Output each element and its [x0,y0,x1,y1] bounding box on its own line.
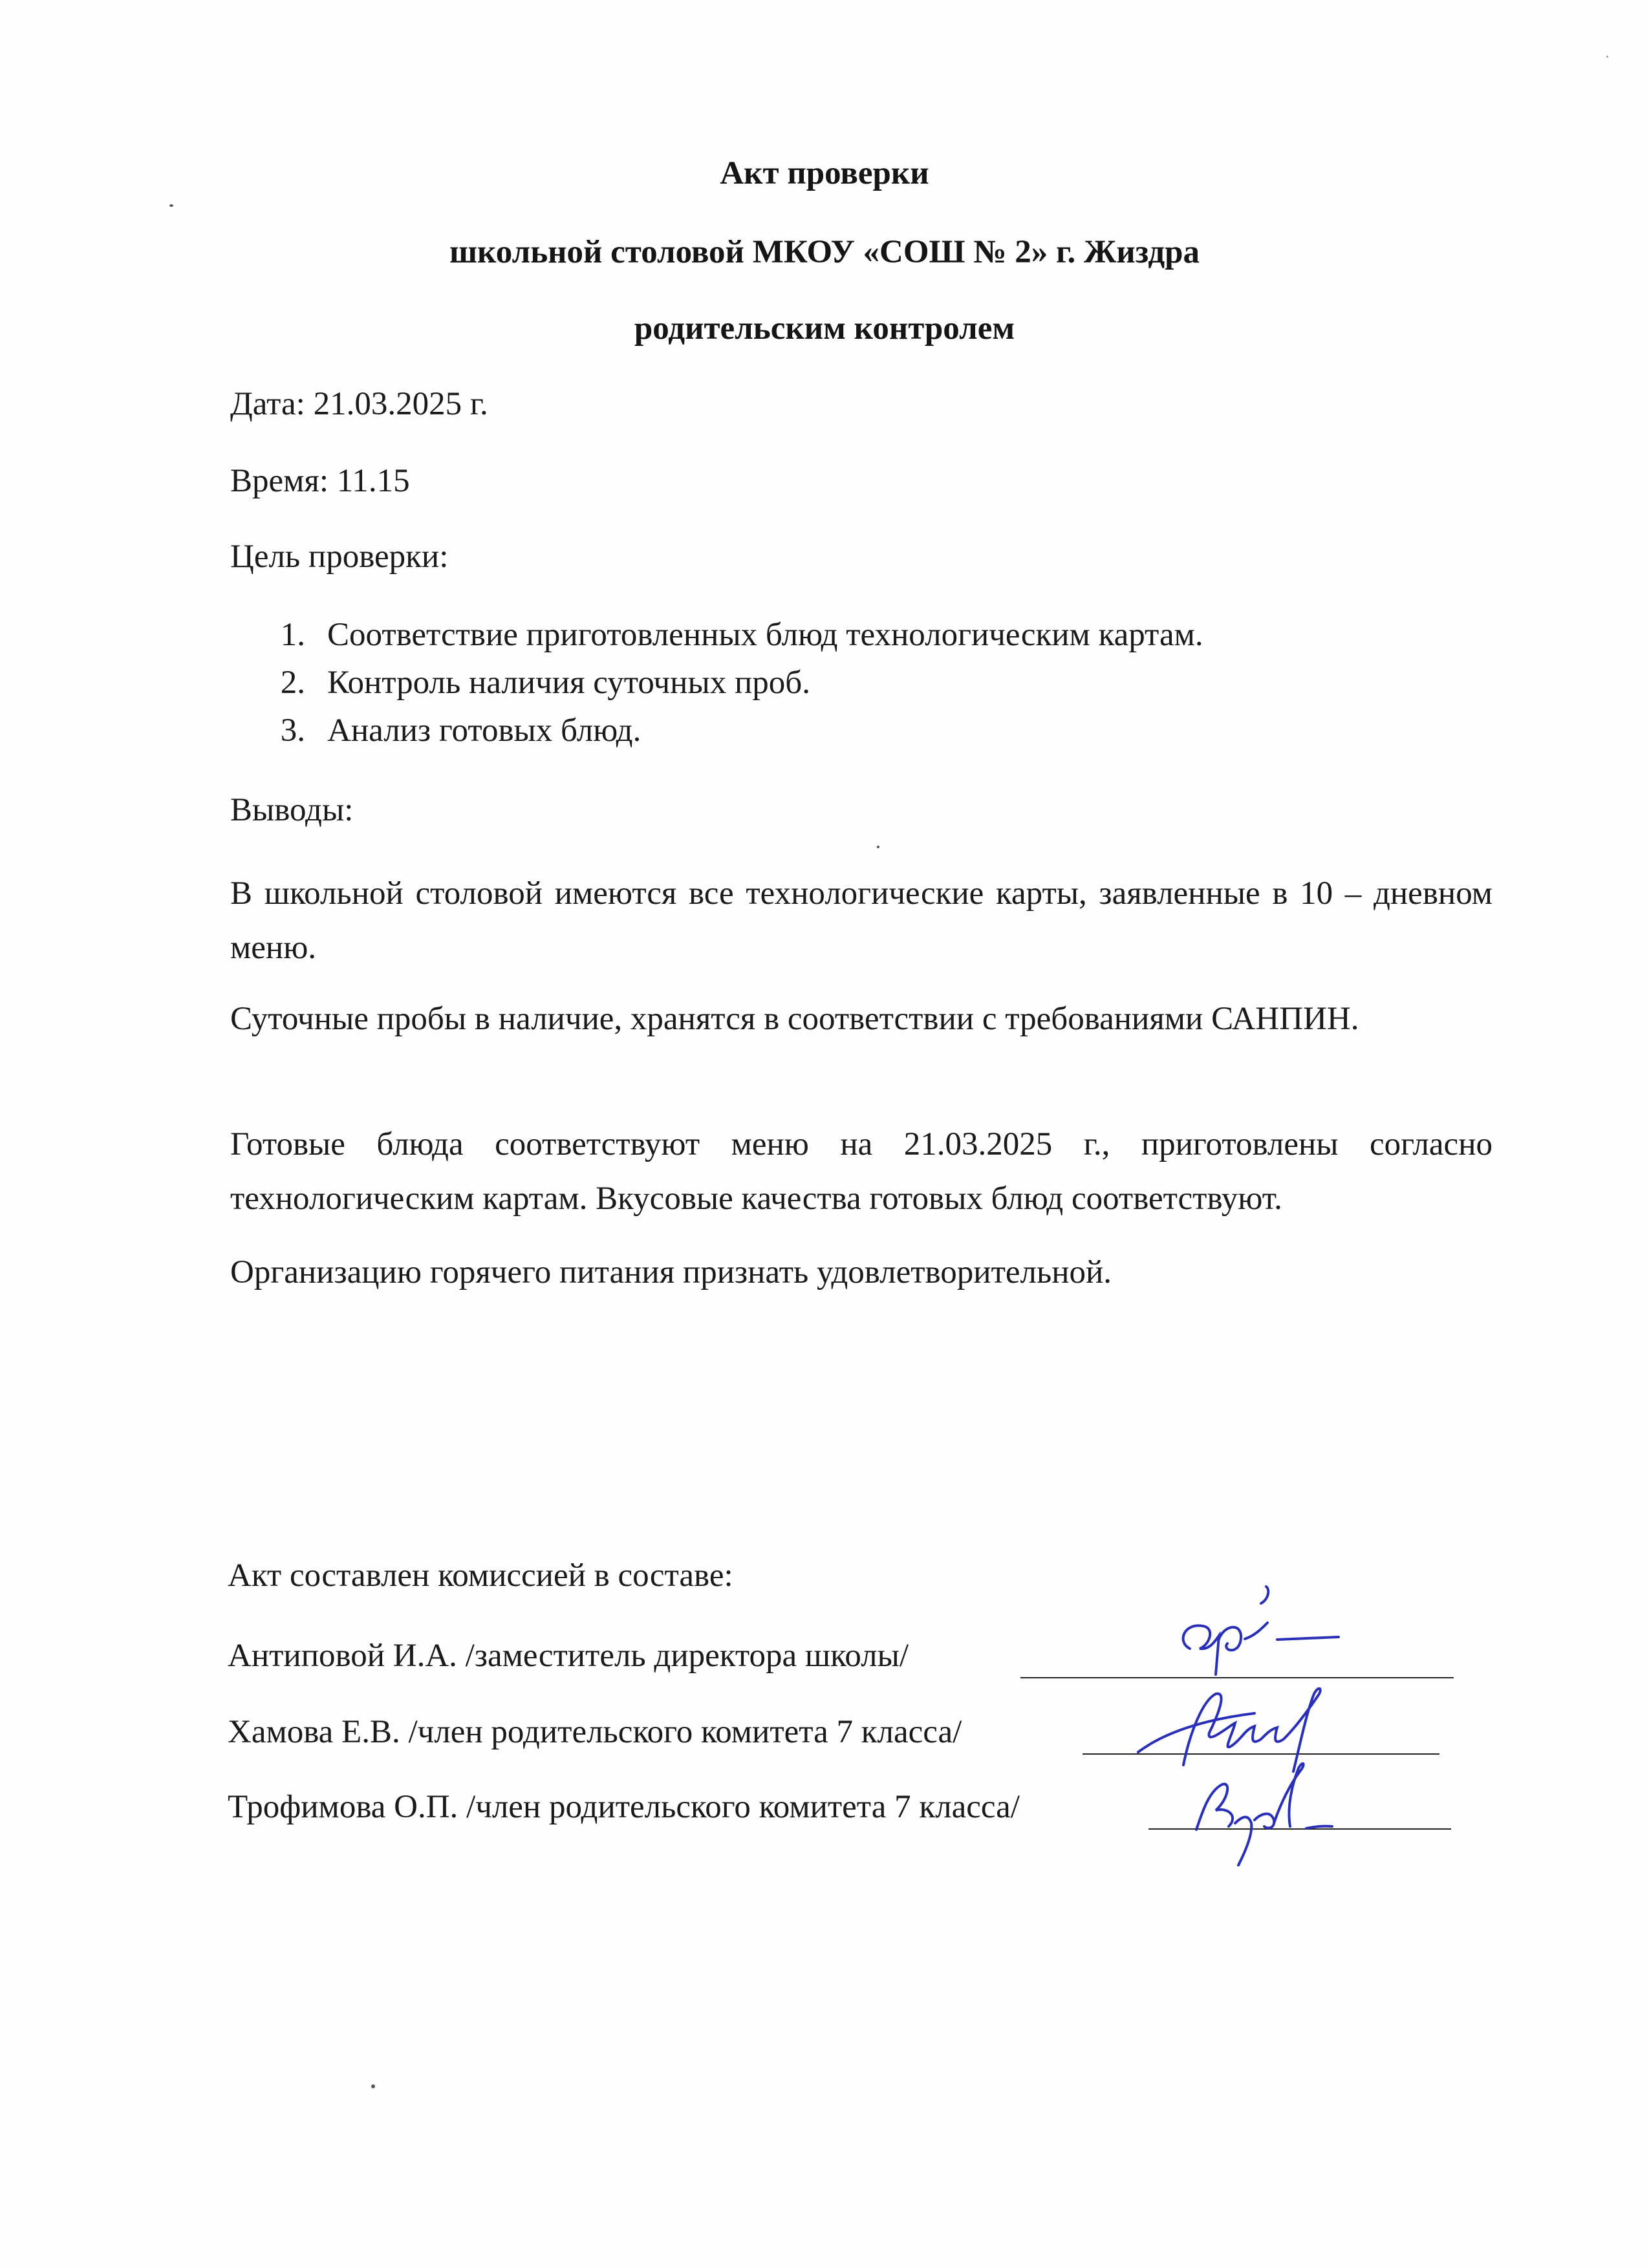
signature-trofimova [1177,1746,1384,1868]
document-title: Акт проверки [720,155,929,191]
commission-member: Хамова Е.В. /член родительского комитета 7 класса/ [228,1714,962,1750]
commission-member: Антиповой И.А. /заместитель директора школы/ [228,1638,909,1674]
conclusion-paragraph: Организацию горячего питания признать удовлетворительной. [230,1254,1112,1290]
scan-speck [1606,56,1608,58]
list-item [230,611,1203,659]
list-text: Контроль наличия суточных проб. [327,665,810,701]
inspection-time: Время: 11.15 [230,463,410,499]
commission-member: Трофимова О.П. /член родительского комитета 7 класса/ [228,1789,1020,1825]
document-subtitle: школьной столовой МКОУ «СОШ № 2» г. Жиздра [449,234,1200,270]
list-number: 3. [280,712,305,749]
goal-label: Цель проверки: [230,539,449,575]
list-number: 1. [280,617,305,653]
scan-speck [169,204,173,207]
commission-label: Акт составлен комиссией в составе: [228,1557,733,1594]
list-text: Анализ готовых блюд. [327,712,641,749]
conclusion-paragraph: Готовые блюда соответствуют меню на 21.03.2025 г., приготовлены согласно технологическим картам. Вкусовые качества готовых блюд соответствуют. [230,1126,1493,1217]
list-number: 2. [280,665,305,701]
conclusions-label: Выводы: [230,792,354,828]
list-item [230,659,1203,707]
conclusion-paragraph: В школьной столовой имеются все технологические карты, заявленные в 10 – дневном меню. [230,875,1493,966]
goals-list [230,611,1203,754]
list-text: Соответствие приготовленных блюд технологическим картам. [327,617,1203,653]
document-subtitle-2: родительским контролем [634,310,1015,347]
inspection-date: Дата: 21.03.2025 г. [230,386,488,422]
scan-speck [371,2084,375,2088]
scan-speck [877,846,879,848]
list-item [230,707,1203,754]
conclusion-paragraph: Суточные пробы в наличие, хранятся в соответствии с требованиями САНПИН. [230,1001,1359,1037]
